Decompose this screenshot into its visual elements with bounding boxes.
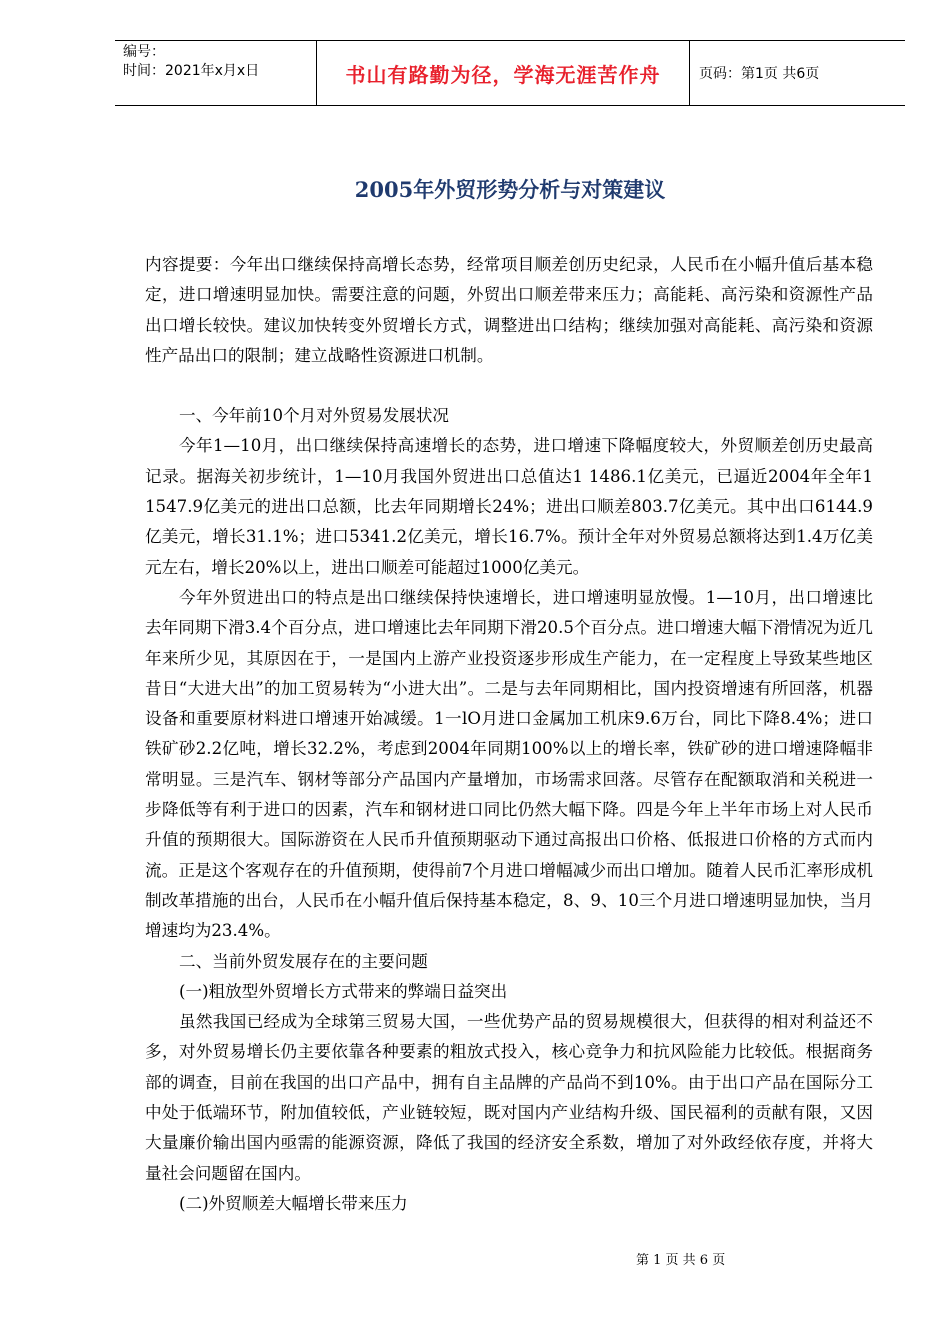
subsection-heading-2: (二)外贸顺差大幅增长带来压力 (179, 1193, 408, 1213)
page-header (115, 40, 905, 106)
section-heading-2: 二、当前外贸发展存在的主要问题 (179, 951, 428, 971)
time-label: 时间：2021年x月x日 (123, 63, 260, 79)
subsection-heading-1: (一)粗放型外贸增长方式带来的弊端日益突出 (179, 981, 508, 1001)
section-heading-1: 一、今年前10个月对外贸易发展状况 (179, 406, 450, 426)
header-page-info: 页码：第1页 共6页 (699, 66, 820, 82)
abstract-paragraph: 内容提要：今年出口继续保持高增长态势，经常项目顺差创历史纪录，人民币在小幅升值后基本稳定，进口增速明显加快。需要注意的问题，外贸出口顺差带来压力；高能耗、高污染和资源性产品出口增长较快。建议加快转变外贸增长方式，调整进出口结构；继续加强对高能耗、高污染和资源性产品出口的限制；建立战略性资源进口机制。 (145, 255, 873, 365)
page-footer: 第 1 页 共 6 页 (636, 1253, 726, 1268)
body-paragraph: 今年外贸进出口的特点是出口继续保持快速增长，进口增速明显放慢。1—10月，出口增速比去年同期下滑3.4个百分点，进口增速比去年同期下滑20.5个百分点。进口增速大幅下滑情况为近几年来所少见，其原因在于，一是国内上游产业投资逐步形成生产能力，在一定程度上导致某些地区昔日“大进大出”的加工贸易转为“小进大出”。二是与去年同期相比，国内投资增速有所回落，机器设备和重要原材料进口增速开始减缓。1一lO月进口金属加工机床9.6万台，同比下降8.4%；进口铁矿砂2.2亿吨，增长32.2%，考虑到2004年同期100%以上的增长率，铁矿砂的进口增速降幅非常明显。三是汽车、钢材等部分产品国内产量增加，市场需求回落。尽管存在配额取消和关税进一步降低等有利于进口的因素，汽车和钢材进口同比仍然大幅下降。四是今年上半年市场上对人民币升值的预期很大。国际游资在人民币升值预期驱动下通过高报出口价格、低报进口价格的方式而内流。正是这个客观存在的升值预期，使得前7个月进口增幅减少而出口增加。随着人民币汇率形成机制改革措施的出台，人民币在小幅升值后保持基本稳定，8、9、10三个月进口增速明显加快，当月增速均为23.4%。 (145, 587, 873, 941)
document-body (145, 250, 873, 1219)
body-paragraph: 虽然我国已经成为全球第三贸易大国，一些优势产品的贸易规模很大，但获得的相对利益还不多，对外贸易增长仍主要依靠各种要素的粗放式投入，核心竞争力和抗风险能力比较低。根据商务部的调查，目前在我国的出口产品中，拥有自主品牌的产品尚不到10%。由于出口产品在国际分工中处于低端环节，附加值较低，产业链较短，既对国内产业结构升级、国民福利的贡献有限，又因大量廉价输出国内亟需的能源资源，降低了我国的经济安全系数，增加了对外政经依存度，并将大量社会问题留在国内。 (145, 1012, 873, 1183)
number-label: 编号： (123, 44, 165, 60)
document-title: 2005年外贸形势分析与对策建议 (354, 177, 666, 202)
header-motto: 书山有路勤为径，学海无涯苦作舟 (316, 41, 690, 105)
body-paragraph: 今年1—10月，出口继续保持高速增长的态势，进口增速下降幅度较大，外贸顺差创历史最高记录。据海关初步统计，1—10月我国外贸进出口总值达1 1486.1亿美元，已逼近2004年全年1 1547.9亿美元的进出口总额，比去年同期增长24%；进出口顺差803.7亿美元。其中出口6144.9亿美元，增长31.1%；进口5341.2亿美元，增长16.7%。预计全年对外贸易总额将达到1.4万亿美元左右，增长20%以上，进出口顺差可能超过1000亿美元。 (145, 436, 873, 577)
header-meta (115, 41, 316, 105)
